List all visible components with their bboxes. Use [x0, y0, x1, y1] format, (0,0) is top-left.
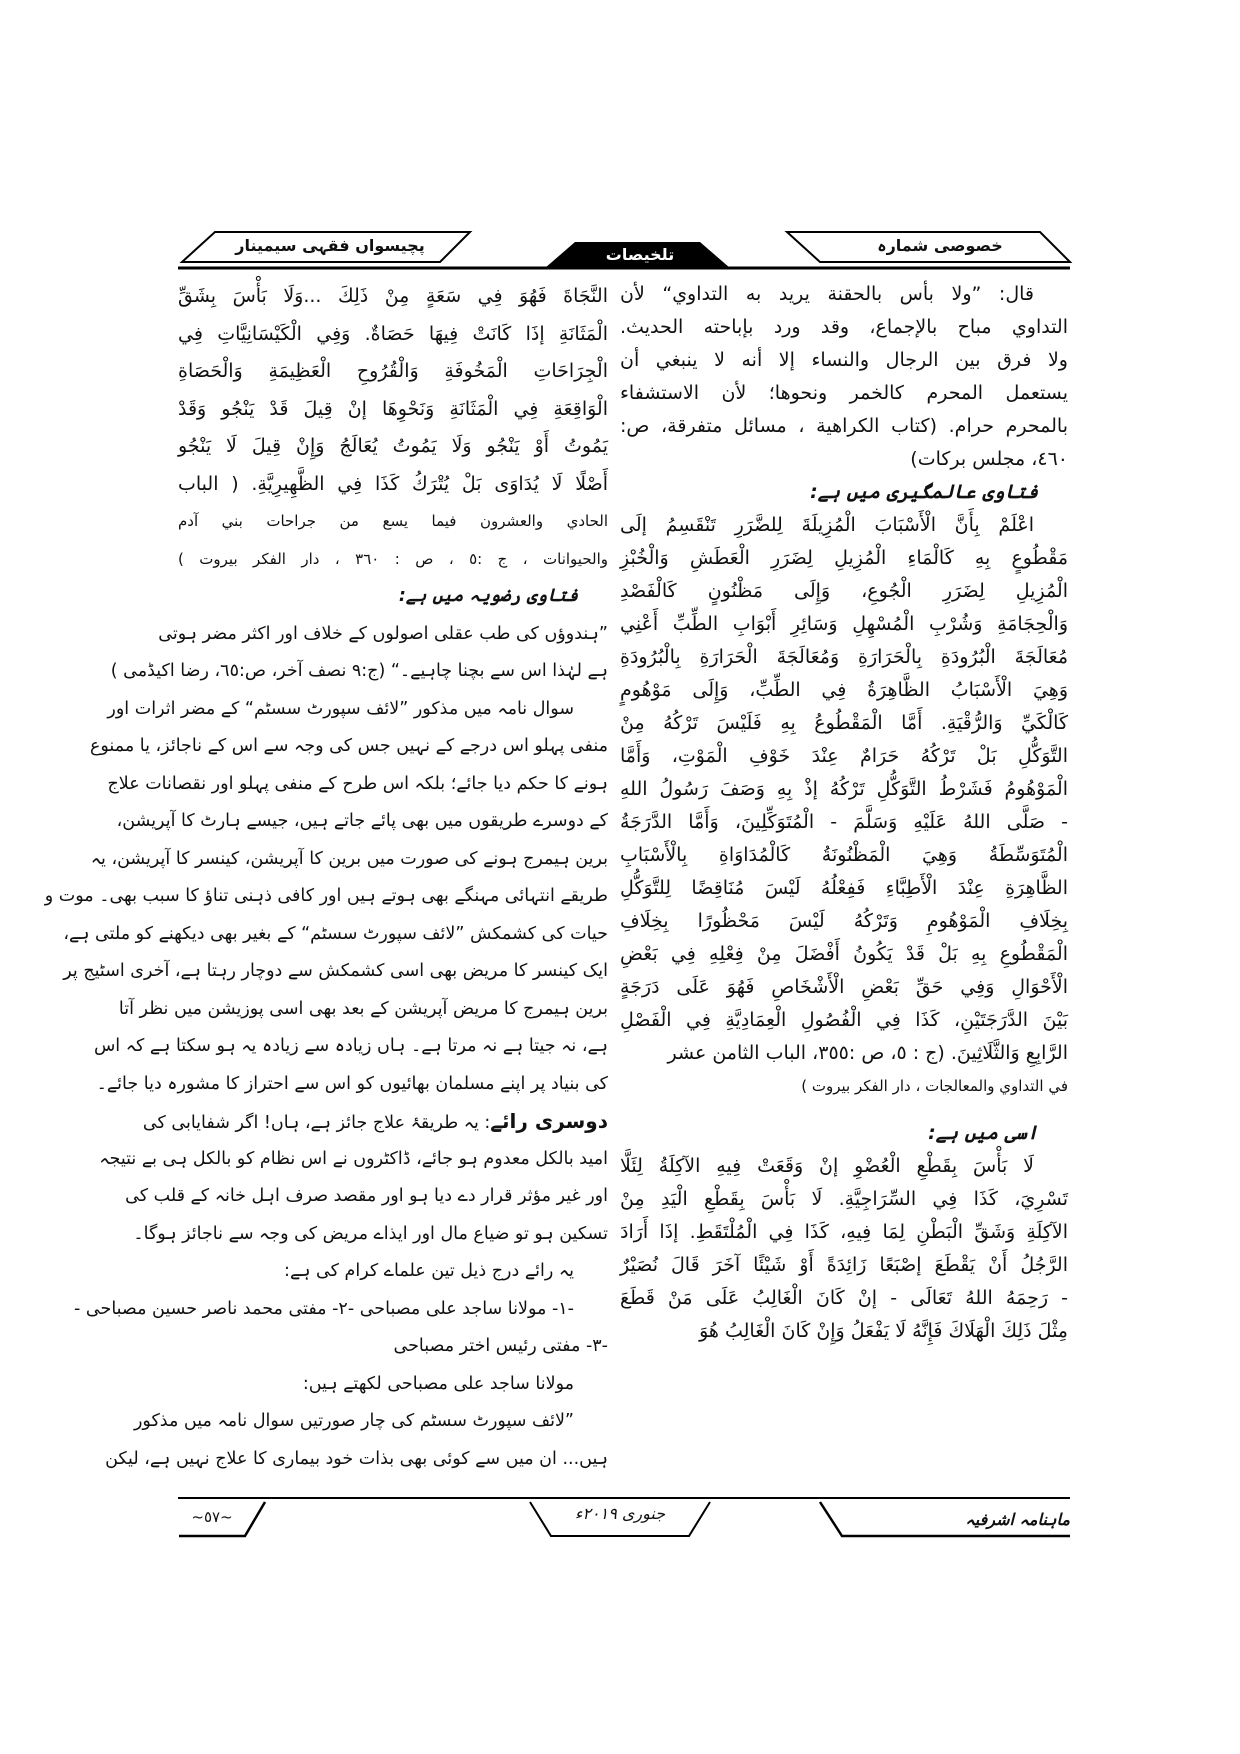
footer-date: جنوری ۲۰۱۹ء [574, 1504, 666, 1523]
text-line: الرَّجُلُ أَنْ يَقْطَعَ إصْبَعًا زَائِدَةً أَوْ شَيْئًا آخَرَ قَالَ نُصَيْرٌ [620, 1254, 1068, 1276]
text-line: ہیں... ان میں سے کوئی بھی بذات خود بیماری کا علاج نہیں ہے، لیکن [105, 1448, 608, 1469]
text-line: يَمُوتُ أَوْ يَنْجُو وَلَا يَمُوتُ يُعَالَجُ وَإِنْ قِيلَ لَا يَنْجُو [178, 435, 608, 457]
text-line: بالمحرم حرام. (كتاب الكراهية ، مسائل متفرقة، ص: [620, 415, 1068, 437]
page-number: ~٥٧~ [191, 1508, 233, 1526]
text-line: برین ہیمرج کا مریض آپریشن کے بعد بھی اسی پوزیشن میں نظر آتا [118, 998, 608, 1019]
text-line: مولانا ساجد علی مصباحی لکھتے ہیں: [302, 1373, 574, 1394]
text-line: الظَّاهِرَةِ عِنْدَ الْأَطِبَّاءِ فَفِعْلُهُ لَيْسَ مُنَاقِضًا لِلتَّوَكُّلِ [620, 877, 1068, 899]
text-line: -۱- مولانا ساجد علی مصباحی -۲- مفتی محمد ناصر حسین مصباحی - [74, 1298, 574, 1319]
text-line: الْمَثَانَةِ إذَا كَانَتْ فِيهَا حَصَاةٌ. وَفِي الْكَيْسَانِيَّاتِ فِي [178, 322, 608, 345]
text-line: ہونے کا حکم دیا جائے؛ بلکہ اس طرح کے منفی پہلو اور نقصانات علاج [107, 773, 608, 794]
text-line: -۳- مفتی رئیس اختر مصباحی [393, 1336, 608, 1356]
section-heading: فتاوی رضویہ میں ہے: [398, 586, 578, 606]
text-line: بِخِلَافِ الْمَوْهُومِ وَتَرْكُهُ لَيْسَ مَحْظُورًا بِخِلَافِ [620, 910, 1068, 932]
text-line: كَالْكَيِّ وَالرُّقْيَةِ. أَمَّا الْمَقْطُوعُ بِهِ فَلَيْسَ تَرْكُهُ مِنْ [620, 712, 1068, 734]
right-column [620, 278, 1068, 1348]
header-tab-special-issue: خصوصی شمارہ [877, 236, 1003, 255]
text-line: کے دوسرے طریقوں میں بھی پائے جاتے ہیں، جیسے ہارٹ کا آپریشن، [116, 811, 608, 831]
text-line: ٤٦٠، مجلس بركات) [910, 448, 1068, 470]
text-line: الْمَقْطُوعِ بِهِ بَلْ قَدْ يَكُونُ أَفْضَلَ مِنْ فِعْلِهِ فِي بَعْضِ [620, 943, 1068, 965]
text-line: اعْلَمْ بِأَنَّ الْأَسْبَابَ الْمُزِيلَةَ لِلضَّرَرِ تَنْقَسِمُ إلَى [620, 514, 1034, 536]
section-gap [620, 1103, 1068, 1117]
text-line: الحادي والعشرون فيما يسع من جراحات بني آدم [178, 512, 608, 530]
text-line: الْمَوْهُومُ فَشَرْطُ التَّوَكُّلِ تَرْكُهُ إذْ بِهِ وَصَفَ رَسُولُ اللهِ [620, 778, 1068, 800]
text-line: لَا بَأْسَ بِقَطْعِ الْعُضْوِ إنْ وَقَعَتْ فِيهِ الآكِلَةُ لِئَلَّا [620, 1155, 1034, 1177]
text-line: برین ہیمرج ہونے کی صورت میں برین کا آپریشن، کینسر کا آپریشن، یہ [90, 848, 608, 869]
left-column [44, 278, 608, 1478]
text-line: - رَحِمَهُ اللهُ تَعَالَى - إنْ كَانَ الْغَالِبُ عَلَى مَنْ قَطَعَ [620, 1287, 1068, 1309]
text-line: طریقے انتہائی مہنگے بھی ہوتے ہیں اور کافی ذہنی تناؤ کا سبب بھی۔ موت و [44, 886, 608, 906]
text-line: بَيْنَ الدَّرَجَتَيْنِ، كَذَا فِي الْفُصُولِ الْعِمَادِيَّةِ فِي الْفَصْلِ [620, 1009, 1068, 1031]
section-heading: فتاوی عالمگیری میں ہے: [810, 481, 1038, 503]
text-line: ہے لہٰذا اس سے بچنا چاہیے۔“ (ج:۹ نصف آخر، ص:٦٥، رضا اکیڈمی ) [110, 661, 608, 681]
section-heading: اسی میں ہے: [928, 1122, 1038, 1144]
text-line: تَسْرِيَ، كَذَا فِي السِّرَاجِيَّةِ. لَا بَأْسَ بِقَطْعِ الْيَدِ مِنْ [620, 1188, 1068, 1210]
text-line: یہ رائے درج ذیل تین علماے کرام کی ہے: [284, 1261, 574, 1281]
text-line: ولا فرق بين الرجال والنساء إلا أنه لا ينبغي أن [620, 349, 1068, 371]
text-line: منفی پہلو اس درجے کے نہیں جس کی وجہ سے اس کے ناجائز، یا ممنوع [89, 736, 608, 756]
text-line: والحيوانات ، ج :٥ ، ص : ٣٦٠ ، دار الفكر بيروت ) [178, 549, 608, 568]
text-line: النَّجَاةَ فَهُوَ فِي سَعَةٍ مِنْ ذَلِكَ ...وَلَا بَأْسَ بِشَقِّ [178, 285, 608, 307]
text-line: قال: ”ولا بأس بالحقنة يريد به التداوي“ لأن [620, 283, 1034, 305]
text-line: مِثْلَ ذَلِكَ الْهَلَاكَ فَإِنَّهُ لَا يَفْعَلُ وَإِنْ كَانَ الْغَالِبُ هُوَ [699, 1320, 1068, 1342]
text-line: في التداوي والمعالجات ، دار الفكر بيروت ) [801, 1077, 1068, 1095]
text-line: مَقْطُوعٍ بِهِ كَالْمَاءِ الْمُزِيلِ لِضَرَرِ الْعَطَشِ وَالْخُبْزِ [620, 547, 1068, 569]
text-line: وَهِيَ الْأَسْبَابُ الظَّاهِرَةُ فِي الطِّبِّ، وَإِلَى مَوْهُومٍ [620, 679, 1068, 701]
text-line: تسکین ہو تو ضیاع مال اور ایذاے مریض کی وجہ سے ناجائز ہوگا۔ [133, 1223, 608, 1244]
text-line: ہے، نہ جیتا ہے نہ مرتا ہے۔ ہاں زیادہ سے زیادہ یہ ہو سکتا ہے کہ اس [93, 1036, 608, 1056]
header-tab-seminar: پچیسواں فقہی سیمینار [235, 236, 425, 255]
text-line: الْمُزِيلِ لِضَرَرِ الْجُوعِ، وَإِلَى مَظْنُونٍ كَالْفَصْدِ [620, 580, 1068, 602]
text-line [142, 1103, 608, 1141]
text-line: ”لائف سپورٹ سسٹم کی چار صورتیں سوال نامہ میں مذکور [133, 1411, 574, 1431]
text-line: - صَلَّى اللهُ عَلَيْهِ وَسَلَّمَ - الْمُتَوَكِّلِينَ، وَأَمَّا الدَّرَجَةُ [620, 811, 1068, 833]
text-line: التَّوَكُّلِ بَلْ تَرْكُهُ حَرَامٌ عِنْدَ خَوْفِ الْمَوْتِ، وَأَمَّا [620, 745, 1068, 767]
text-line: امید بالکل معدوم ہو جائے، ڈاکٹروں نے اس نظام کو بالکل ہی بے نتیجہ [99, 1148, 608, 1169]
text-line: التداوي مباح بالإجماع، وقد ورد بإباحته الحديث. [620, 316, 1068, 338]
text-line: ایک کینسر کا مریض بھی اسی کشمکش سے دوچار رہتا ہے، آخری اسٹیج پر [63, 961, 608, 981]
text-line: الرَّابِعِ وَالثَّلَاثِينَ. (ج : ٥، ص :٣٥٥، الباب الثامن عشر [667, 1042, 1068, 1064]
footer-magazine-name: ماہنامہ اشرفیہ [965, 1510, 1070, 1529]
text-line: الآكِلَةِ وَشَقِّ الْبَطْنِ لِمَا فِيهِ، كَذَا فِي الْمُلْتَقَطِ. إذَا أَرَادَ [620, 1221, 1068, 1243]
text-line: کی بنیاد پر اپنے مسلمان بھائیوں کو اس سے احتراز کا مشورہ دیا جائے۔ [96, 1073, 608, 1094]
header-tab-summaries: تلخیصات [605, 245, 675, 264]
opinion-label: دوسری رائے [490, 1109, 608, 1133]
text-line: الْأَحْوَالِ وَفِي حَقِّ بَعْضِ الْأَشْخَاصِ فَهُوَ عَلَى دَرَجَةٍ [620, 976, 1068, 998]
text-line: مُعَالَجَةَ الْبُرُودَةِ بِالْحَرَارَةِ وَمُعَالَجَةَ الْحَرَارَةِ بِالْبُرُودَةِ [620, 646, 1068, 668]
text-line: الْجِرَاحَاتِ الْمَخُوفَةِ وَالْقُرُوحِ الْعَظِيمَةِ وَالْحَصَاةِ [178, 360, 608, 382]
text-line: اور غیر مؤثر قرار دے دیا ہو اور مقصد صرف اہل خانہ کے قلب کی [125, 1186, 608, 1206]
text-line: ”ہندوؤں کی طب عقلی اصولوں کے خلاف اور اکثر مضر ہوتی [158, 623, 608, 644]
text-line: وَالْحِجَامَةِ وَشُرْبِ الْمُسْهِلِ وَسَائِرِ أَبْوَابِ الطِّبِّ أَعْنِي [620, 613, 1068, 635]
opinion-text: : یہ طریقۂ علاج جائز ہے، ہاں! اگر شفایابی کی [142, 1113, 491, 1133]
text-line: سوال نامہ میں مذکور ”لائف سپورٹ سسٹم“ کے مضر اثرات اور [107, 698, 574, 719]
text-line: الْوَاقِعَةِ فِي الْمَثَانَةِ وَنَحْوِهَا إنْ قِيلَ قَدْ يَنْجُو وَقَدْ [178, 397, 608, 420]
text-line: حیات کی کشمکش ”لائف سپورٹ سسٹم“ کے بغیر بھی دیکھنے کو ملتی ہے، [63, 923, 608, 944]
text-line: يستعمل المحرم كالخمر ونحوها؛ لأن الاستشفاء [620, 382, 1068, 404]
text-line: الْمُتَوَسِّطَةُ وَهِيَ الْمَظْنُونَةُ كَالْمُدَاوَاةِ بِالْأَسْبَابِ [620, 844, 1068, 866]
text-line: أَصْلًا لَا يُدَاوَى بَلْ يُتْرَكُ كَذَا فِي الظَّهِيرِيَّةِ. ( الباب [178, 472, 608, 495]
